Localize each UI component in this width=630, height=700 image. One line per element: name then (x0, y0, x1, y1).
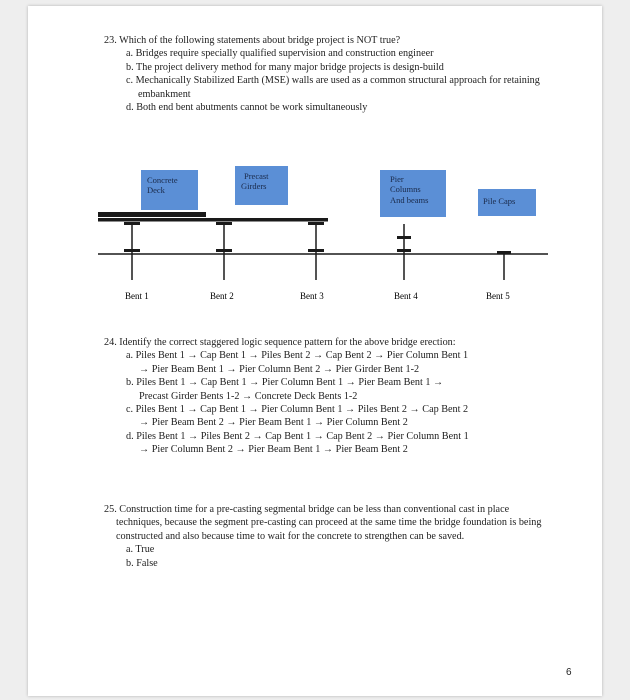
question-23-stem: 23. Which of the following statements about bridge project is NOT true? (104, 35, 401, 46)
question-25-stem: 25. Construction time for a pre-casting segmental bridge can be less than conventional cast in place techniques, because the segment pre-casting can proceed at the same time the bridge foundation is being constructed and also because time to wait for the concrete to strengthen can be saved. (104, 504, 542, 542)
bent-5-label: Bent 5 (486, 291, 510, 301)
document-page (28, 6, 602, 696)
pile-caps-label: Pile Caps (483, 196, 516, 206)
pier-columns-label-2: Columns (390, 184, 421, 194)
bridge-diagram (28, 6, 602, 306)
question-24-stem: 24. Identify the correct staggered logic sequence pattern for the above bridge erection: (104, 337, 456, 348)
question-24-option-c-line1: c. Piles Bent 1 → Cap Bent 1 → Pier Column Bent 1 → Piles Bent 2 → Cap Bent 2 (126, 404, 469, 416)
bent-2-structure (216, 222, 232, 280)
concrete-deck-label-2: Deck (147, 185, 165, 195)
pier-columns-label-1: Pier (390, 174, 404, 184)
question-24-option-c-line2: → Pier Beam Bent 2 → Pier Beam Bent 1 → Pier Column Bent 2 (139, 417, 408, 429)
bent-1-label: Bent 1 (125, 291, 149, 301)
precast-girders-label-1: Precast (244, 171, 269, 181)
bent-3-structure (308, 222, 324, 280)
question-23-option-c: c. Mechanically Stabilized Earth (MSE) walls are used as a common structural approach for retaining embankment (126, 75, 540, 100)
pier-columns-label-3: And beams (390, 195, 429, 205)
concrete-deck-slab (98, 212, 206, 217)
bent-3-label: Bent 3 (300, 291, 324, 301)
bent-2-label: Bent 2 (210, 291, 234, 301)
bent-5-structure (497, 251, 511, 280)
bent-1-structure (124, 222, 140, 280)
precast-girders-beam (98, 218, 328, 222)
bent-4-structure (397, 224, 411, 280)
question-24-option-d-line2: → Pier Column Bent 2 → Pier Beam Bent 1 → Pier Beam Bent 2 (139, 444, 408, 456)
bent-4-label: Bent 4 (394, 291, 418, 301)
question-25 (104, 503, 556, 570)
question-24-option-a-line2: → Pier Beam Bent 1 → Pier Column Bent 2 → Pier Girder Bent 1-2 (139, 363, 420, 375)
question-24 (104, 336, 564, 457)
question-23-option-b: b. The project delivery method for many major bridge projects is design-build (126, 61, 444, 73)
question-25-option-b: b. False (126, 557, 158, 569)
question-25-option-a: a. True (126, 544, 155, 556)
question-23-option-a: a. Bridges require specially qualified supervision and construction engineer (126, 48, 434, 60)
question-24-option-b-line1: b. Piles Bent 1 → Cap Bent 1 → Pier Column Bent 1 → Pier Beam Bent 1 → (126, 377, 444, 389)
concrete-deck-label-1: Concrete (147, 175, 178, 185)
page-number: 6 (566, 667, 572, 678)
question-24-option-d-line1: d. Piles Bent 1 → Piles Bent 2 → Cap Bent 1 → Cap Bent 2 → Pier Column Bent 1 (126, 430, 469, 442)
question-24-option-b-line2: Precast Girder Bents 1-2 → Concrete Deck Bents 1-2 (139, 390, 358, 402)
question-24-option-a-line1: a. Piles Bent 1 → Cap Bent 1 → Piles Bent 2 → Cap Bent 2 → Pier Column Bent 1 (126, 350, 469, 362)
question-23-option-d: d. Both end bent abutments cannot be work simultaneously (126, 102, 368, 114)
precast-girders-label-2: Girders (241, 181, 267, 191)
